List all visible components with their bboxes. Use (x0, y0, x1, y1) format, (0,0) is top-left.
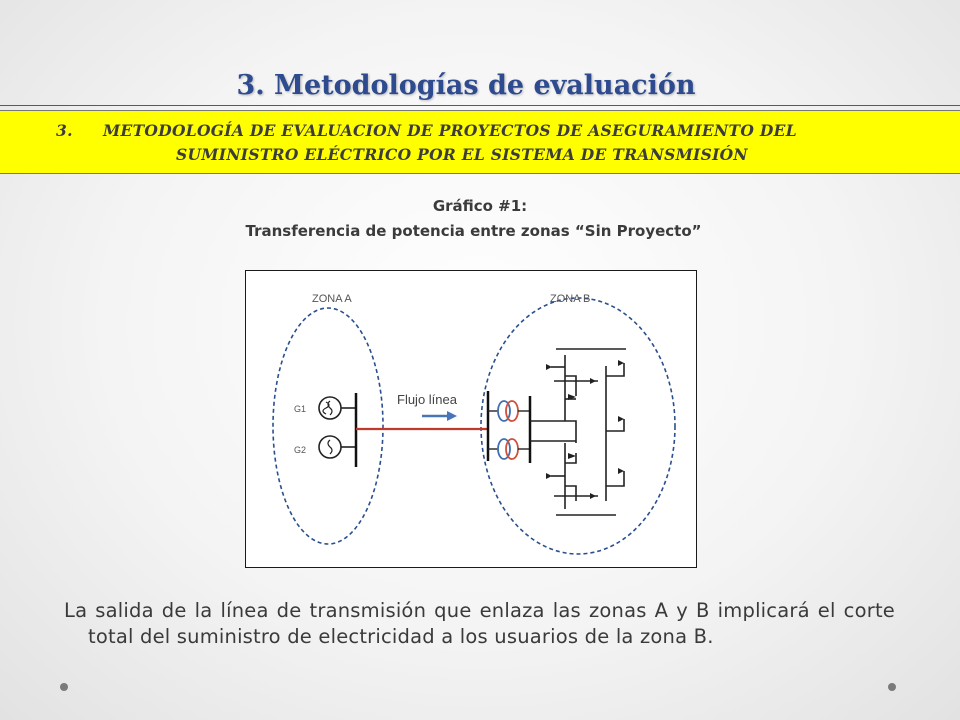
generator-2 (319, 436, 356, 458)
generator-1 (319, 397, 356, 419)
flow-arrow-icon (422, 411, 457, 421)
transformer-1 (498, 401, 518, 421)
section-banner (0, 110, 960, 174)
body-paragraph (64, 598, 895, 650)
figure-title: Transferencia de potencia entre zonas “Sin Proyecto” (245, 222, 702, 240)
slide-decoration-dot-right (888, 683, 896, 691)
slide-decoration-dot-left (60, 683, 68, 691)
zone-a-label: ZONA A (312, 293, 352, 305)
generator-2-label: G2 (294, 445, 307, 455)
title-divider (0, 105, 960, 106)
figure-number: Gráfico #1: (432, 197, 528, 215)
banner-line-1: METODOLOGÍA DE EVALUACION DE PROYECTOS DE ASEGURAMIENTO DEL (103, 121, 797, 140)
zone-a-ellipse (273, 308, 383, 544)
zone-b-label: ZONA B (550, 293, 591, 305)
distribution-network-upper (551, 349, 626, 501)
banner-line-2: SUMINISTRO ELÉCTRICO POR EL SISTEMA DE TRANSMISIÓN (176, 145, 748, 164)
diagram-frame (245, 270, 697, 568)
slide-title: 3. Metodologías de evaluación (236, 70, 696, 101)
generator-1-label: G1 (294, 404, 307, 414)
transformer-2 (498, 439, 518, 459)
flow-label: Flujo línea (397, 392, 457, 407)
banner-number: 3. (56, 121, 73, 140)
body-paragraph-text: La salida de la línea de transmisión que enlaza las zonas A y B implicará el corte total del suministro de electricidad a los usuarios de la zona B. (64, 599, 895, 648)
power-transfer-diagram (246, 271, 698, 569)
